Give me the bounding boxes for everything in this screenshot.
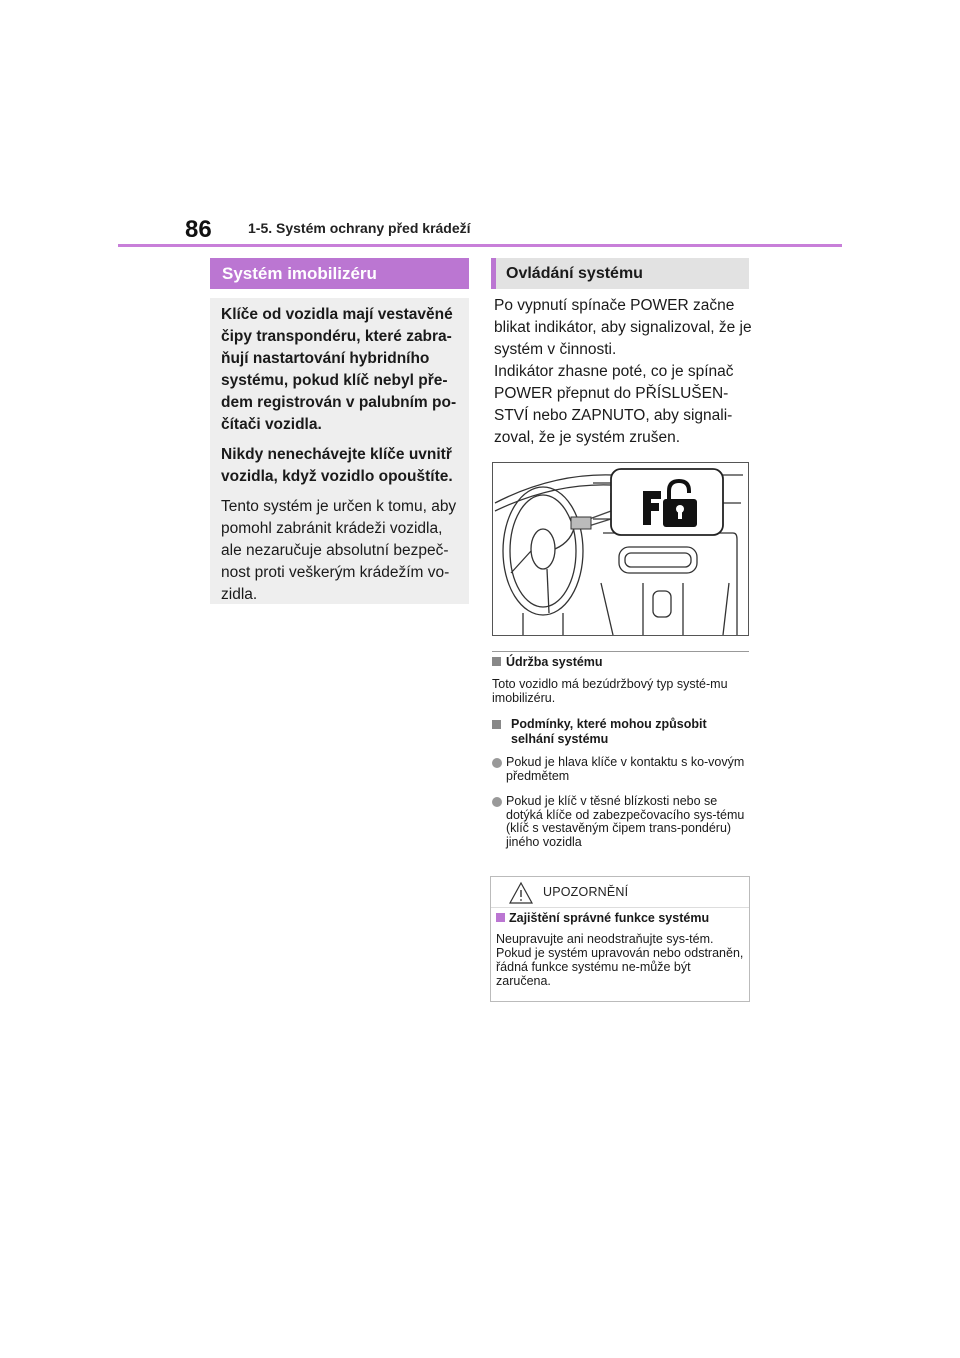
section-square-icon [492,720,501,729]
conditions-heading [492,717,750,747]
info-panel [210,298,469,604]
intro-text [494,295,752,449]
warning-text: Neupravujte ani neodstraňujte sys-tém. Pokud je systém upravován nebo odstraněn, řádná funkce systému ne-může být zaručena. [496,932,744,988]
section-heading-immobilizer [210,258,469,289]
warning-header [491,877,749,908]
section-heading-label: Ovládání systému [506,264,643,282]
warning-subheading-label: Zajištění správné funkce systému [509,911,710,925]
intro-paragraph: Indikátor zhasne poté, co je spínač POWER přepnut do PŘÍSLUŠEN-STVÍ nebo ZAPNUTO, aby signali-zoval, že je systém zrušen. [494,363,734,446]
warning-title: UPOZORNĚNÍ [543,885,629,899]
conditions-heading-label: Podmínky, které mohou způsobit selhání systému [511,717,707,746]
list-item-text: Pokud je hlava klíče v kontaktu s ko-vovým předmětem [506,755,745,783]
chapter-title: 1-5. Systém ochrany před krádeží [248,220,471,236]
section-square-icon [492,657,501,666]
section-heading-operation [491,258,749,289]
warning-subheading [496,911,709,925]
intro-paragraph: Po vypnutí spínače POWER začne blikat indikátor, aby signalizoval, že je systém v činnosti. [494,297,752,358]
info-paragraph: Nikdy nenechávejte klíče uvnitř vozidla, když vozidlo opouštíte. [221,446,453,485]
list-item [492,756,750,783]
bullet-dot-icon [492,797,502,807]
info-paragraph: Tento systém je určen k tomu, aby pomohl zabránit krádeži vozidla, ale nezaručuje absolutní bezpeč-nost proti veškerým krádežím vo-zidla. [221,498,457,603]
divider [492,651,749,652]
maintenance-heading [492,655,750,670]
warning-triangle-icon [508,881,534,905]
warning-box [490,876,750,1002]
bullet-dot-icon [492,758,502,768]
maintenance-text: Toto vozidlo má bezúdržbový typ systé-mu imobilizéru. [492,677,728,705]
section-square-icon [496,913,505,922]
list-item-text: Pokud je klíč v těsné blízkosti nebo se dotýká klíče od zabezpečovacího sys-tému (klíč s vestavěným čipem trans-pondéru) jiného vozidla [506,794,745,849]
page-number: 86 [185,216,212,243]
dashboard-illustration [492,462,749,636]
list-item [492,795,750,849]
info-paragraph: Klíče od vozidla mají vestavěné čipy transpondéru, které zabra-ňují nastartování hybridního systému, pokud klíč nebyl pře-dem registrován v palubním po-čítači vozidla. [221,306,457,433]
section-heading-label: Systém imobilizéru [222,263,377,283]
maintenance-heading-label: Údržba systému [506,655,603,669]
header-divider [118,244,842,247]
dashboard-drawing [493,463,748,635]
